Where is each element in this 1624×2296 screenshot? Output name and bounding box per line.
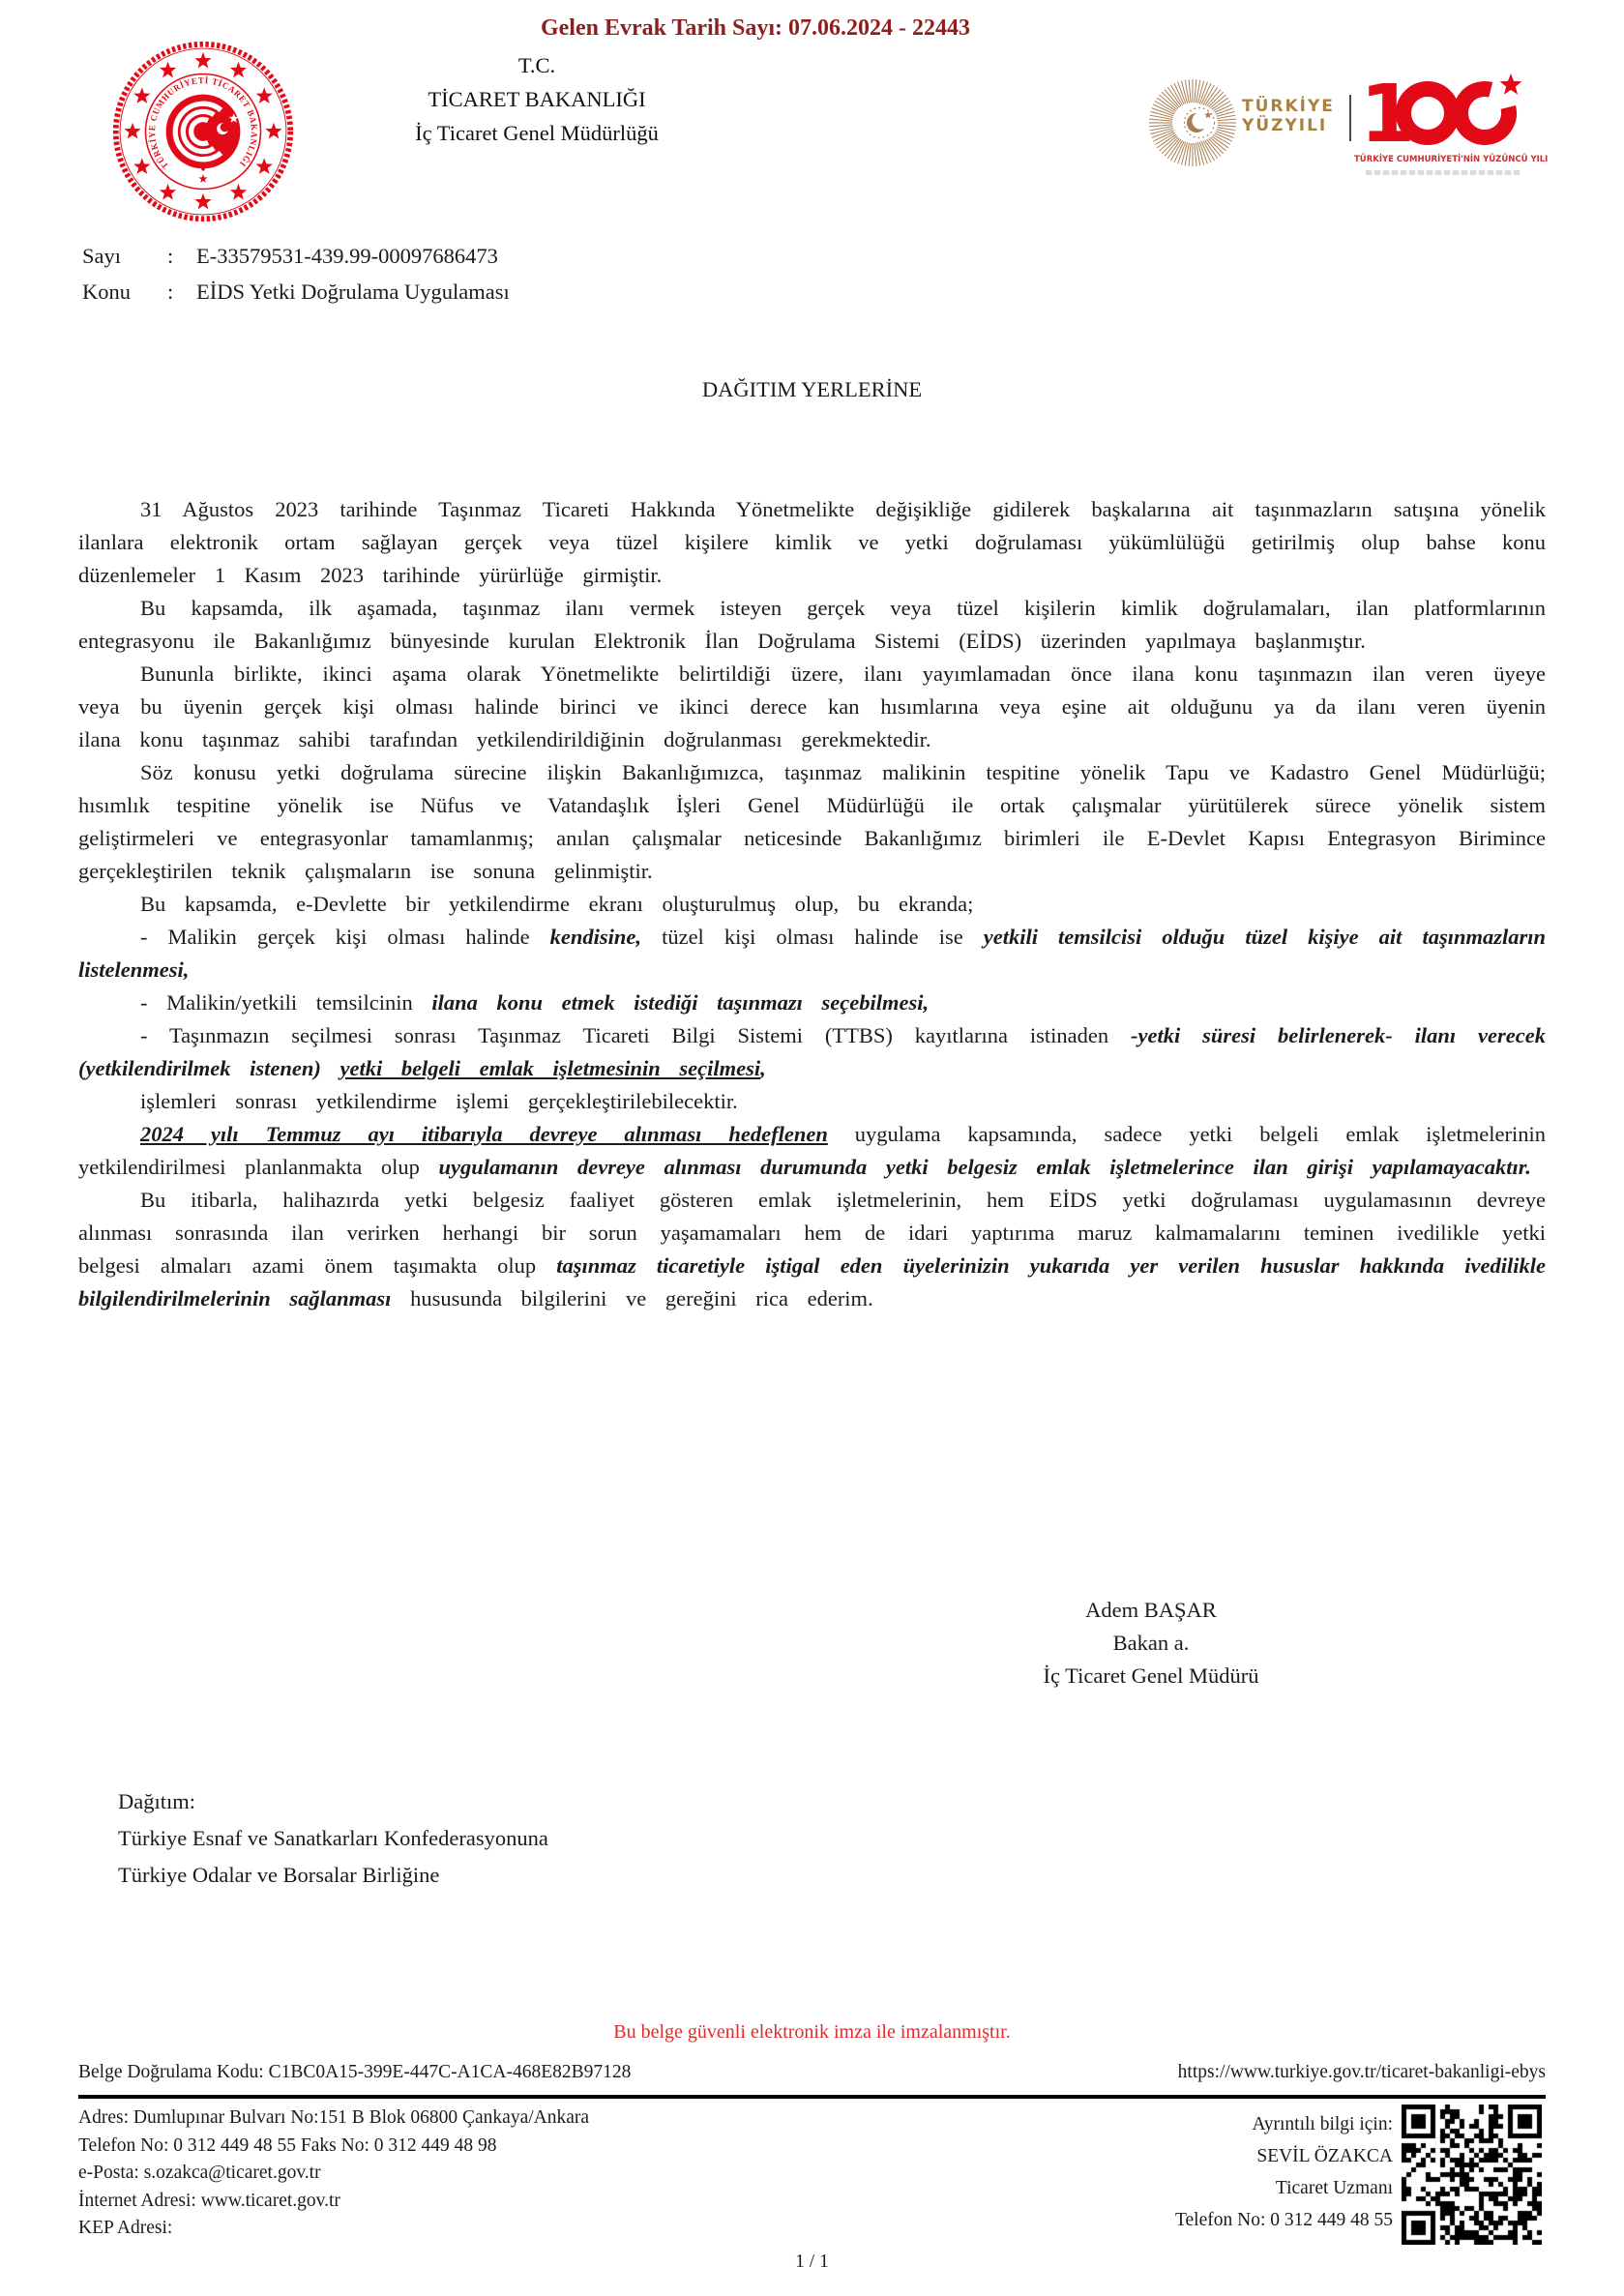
body-paragraph: 31 Ağustos 2023 tarihinde Taşınmaz Ticareti Hakkında Yönetmelikte değişikliğe gidilerek başkalarına ait taşınmazların satışına yönelik ilanlara elektronik ortam sağlayan gerçek veya tüzel kişilere kimlik ve yetki doğrulaması yükümlülüğü getirilmiş olup bahse konu düzenlemeler 1 Kasım 2023 tarihinde yürürlüğe girmiştir. bbox=[78, 497, 1546, 587]
distribution-item: Türkiye Esnaf ve Sanatkarları Konfederasyonuna bbox=[118, 1826, 548, 1850]
turkiye-yuzyili-wordmark bbox=[1242, 97, 1335, 135]
konu-label: Konu bbox=[82, 280, 131, 304]
body-paragraph: - Taşınmazın seçilmesi sonrası Taşınmaz Ticareti Bilgi Sistemi (TTBS) kayıtlarına istinaden -yetki süresi belirlenerek- ilanı verecek (yetkilendirilmek istenen) yetki belgeli emlak işletmesinin seçilmesi, bbox=[78, 1023, 1546, 1080]
body-paragraph: Bununla birlikte, ikinci aşama olarak Yönetmelikte belirtildiği üzere, ilanı yayımlamadan önce ilana konu taşınmazın ilan veren üyeye veya bu üyenin gerçek kişi olması halinde birinci ve ikinci derece kan hısımlarına veya eşine ait olduğunu ya da ilanı veren üyenin ilana konu taşınmaz sahibi tarafından yetkilendirildiğinin doğrulanması gerekmektedir. bbox=[78, 662, 1546, 751]
yuzyil-line2: YÜZYILI bbox=[1242, 116, 1328, 135]
recipient-line: DAĞITIM YERLERİNE bbox=[701, 377, 923, 401]
konu-value: EİDS Yetki Doğrulama Uygulaması bbox=[196, 280, 510, 304]
footer-divider bbox=[78, 2095, 1546, 2099]
body-paragraph: işlemleri sonrası yetkilendirme işlemi gerçekleştirilebilecektir. bbox=[140, 1089, 738, 1113]
address-block bbox=[78, 2105, 589, 2243]
logo-divider bbox=[1349, 95, 1351, 141]
body-paragraph: Bu kapsamda, ilk aşamada, taşınmaz ilanı vermek isteyen gerçek veya tüzel kişilerin kimlik doğrulamaları, ilan platformlarının entegrasyonu ile Bakanlığımız bünyesinde kurulan Elektronik İlan Doğrulama Sistemi (EİDS) üzerinden yapılmaya başlanmıştır. bbox=[78, 596, 1546, 653]
letterhead-directorate: İç Ticaret Genel Müdürlüğü bbox=[415, 121, 659, 145]
letterhead bbox=[319, 48, 754, 150]
incoming-stamp: Gelen Evrak Tarih Sayı: 07.06.2024 - 22443 bbox=[540, 15, 971, 41]
body-paragraph: - Malikin gerçek kişi olması halinde kendisine, tüzel kişi olması halinde ise yetkili temsilcisi olduğu tüzel kişiye ait taşınmazların listelenmesi, bbox=[78, 925, 1547, 982]
signer-title2: İç Ticaret Genel Müdürü bbox=[1043, 1663, 1259, 1688]
ministry-seal-icon bbox=[110, 39, 296, 224]
verification-row bbox=[78, 2062, 1546, 2083]
centenary-caption-shadow bbox=[1366, 170, 1521, 175]
address-line: KEP Adresi: bbox=[78, 2218, 173, 2238]
signer-name: Adem BAŞAR bbox=[1085, 1598, 1217, 1622]
distribution-item: Türkiye Odalar ve Borsalar Birliğine bbox=[118, 1863, 440, 1887]
konu-row: Konu : EİDS Yetki Doğrulama Uygulaması bbox=[82, 274, 510, 309]
contact-label: Ayrıntılı bilgi için: bbox=[1252, 2114, 1393, 2134]
letterhead-ministry: TİCARET BAKANLIĞI bbox=[428, 87, 646, 111]
sayi-row: Sayı : E-33579531-439.99-00097686473 bbox=[82, 238, 510, 274]
distribution-block bbox=[118, 1783, 548, 1894]
yuzyil-line1: TÜRKİYE bbox=[1242, 97, 1335, 116]
body-paragraph: Bu itibarla, halihazırda yetki belgesiz faaliyet gösteren emlak işletmelerinin, hem EİDS yetki doğrulaması uygulamasının devreye alınması sonrasında ilan verirken herhangi bir sorun yaşamamaları hem de idari yaptırıma maruz kalmamalarını teminen ivedilikle yetki belgesi almaları azami önem taşımakta olup taşınmaz ticaretiyle iştigal eden üyelerinizin yukarıda yer verilen hususlar hakkında ivedilikle bilgilendirilmelerinin sağlanması hususunda bilgilerini ve gereğini rica ederim. bbox=[78, 1188, 1546, 1310]
signer-title1: Bakan a. bbox=[1112, 1631, 1190, 1655]
body-paragraph: - Malikin/yetkili temsilcinin ilana konu etmek istediği taşınmazı seçebilmesi, bbox=[140, 990, 930, 1015]
centenary-caption: TÜRKİYE CUMHURİYETİ'NİN YÜZÜNCÜ YILI bbox=[1354, 155, 1549, 164]
contact-title: Ticaret Uzmanı bbox=[1275, 2178, 1393, 2198]
address-line: Adres: Dumlupınar Bulvarı No:151 B Blok 06800 Çankaya/Ankara bbox=[78, 2107, 590, 2128]
address-line: Telefon No: 0 312 449 48 55 Faks No: 0 312 449 48 98 bbox=[78, 2134, 497, 2156]
sayi-label: Sayı bbox=[82, 244, 122, 268]
turkiye-yuzyili-sun-icon bbox=[1147, 77, 1238, 168]
centenary-100-icon bbox=[1360, 70, 1524, 153]
letterhead-republic: T.C. bbox=[517, 53, 556, 77]
centenary-star-icon bbox=[1500, 74, 1522, 95]
body-paragraph: Bu kapsamda, e-Devlette bir yetkilendirme ekranı oluşturulmuş olup, bu ekranda; bbox=[140, 892, 974, 916]
contact-phone: Telefon No: 0 312 449 48 55 bbox=[1174, 2210, 1393, 2230]
document-meta bbox=[82, 238, 510, 309]
signature-block bbox=[900, 1594, 1403, 1693]
seal-circular-text: TÜRKİYE CUMHURİYETİ TİCARET BAKANLIĞI bbox=[146, 75, 260, 171]
qr-code bbox=[1402, 2105, 1542, 2245]
address-line: e-Posta: s.ozakca@ticaret.gov.tr bbox=[78, 2163, 321, 2183]
esignature-notice: Bu belge güvenli elektronik imza ile imzalanmıştır. bbox=[613, 2021, 1011, 2043]
body-paragraph: 2024 yılı Temmuz ayı itibarıyla devreye alınması hedeflenen uygulama kapsamında, sadece yetki belgeli emlak işletmelerinin yetkilendirilmesi planlanmakta olup uygulamanın devreye alınması durumunda yetki belgesiz emlak işletmelerince ilan girişi yapılamayacaktır. bbox=[78, 1122, 1547, 1179]
verification-url[interactable]: https://www.turkiye.gov.tr/ticaret-bakanligi-ebys bbox=[1177, 2062, 1546, 2082]
address-line: İnternet Adresi: www.ticaret.gov.tr bbox=[78, 2190, 340, 2211]
document-body bbox=[78, 493, 1546, 1315]
distribution-label: Dağıtım: bbox=[118, 1789, 195, 1813]
page-number: 1 / 1 bbox=[795, 2252, 829, 2272]
centenary-digit-one: 1 bbox=[1360, 70, 1416, 153]
body-paragraph: Söz konusu yetki doğrulama sürecine ilişkin Bakanlığımızca, taşınmaz malikinin tespitine yönelik Tapu ve Kadastro Genel Müdürlüğü; hısımlık tespitine yönelik ise Nüfus ve Vatandaşlık İşleri Genel Müdürlüğü ile ortak çalışmalar yürütülerek sürece yönelik sistem geliştirmeleri ve entegrasyonlar tamamlanmış; anılan çalışmalar neticesinde Bakanlığımız birimleri ile E-Devlet Kapısı Entegrasyon Birimince gerçekleştirilen teknik çalışmaların ise sonuna gelinmiştir. bbox=[78, 760, 1546, 883]
verification-code: Belge Doğrulama Kodu: C1BC0A15-399E-447C-A1CA-468E82B97128 bbox=[78, 2062, 632, 2082]
contact-name: SEVİL ÖZAKCA bbox=[1256, 2146, 1393, 2166]
contact-block bbox=[1175, 2108, 1393, 2236]
sayi-value: E-33579531-439.99-00097686473 bbox=[196, 244, 498, 268]
